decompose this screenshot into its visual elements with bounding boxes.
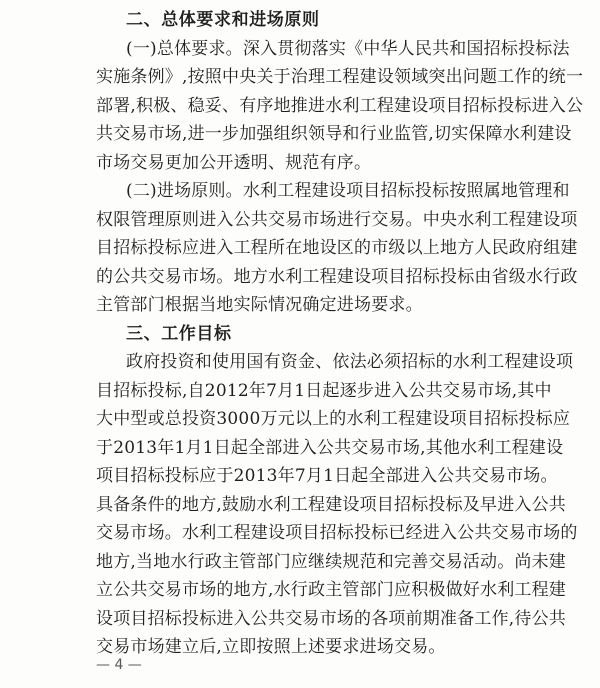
paragraph-line: 的公共交易市场。地方水利工程建设项目招标投标由省级水行政 [96,267,578,287]
paragraph-line: 共交易市场,进一步加强组织领导和行业监管,切实保障水利建设 [96,124,572,144]
paragraph-line: 项目招标投标应于2013年7月1日起全部进入公共交易市场。 [96,466,558,486]
paragraph-line: 于2013年1月1日起全部进入公共交易市场,其他水利工程建设 [96,438,564,458]
paragraph-line: 政府投资和使用国有资金、依法必须招标的水利工程建设项 [126,352,574,372]
section-heading: 三、工作目标 [126,324,232,344]
paragraph-line: 市场交易更加公开透明、规范有序。 [96,153,372,173]
paragraph-line: 地方,当地水行政主管部门应继续规范和完善交易活动。尚未建 [96,552,567,572]
paragraph-line: (一)总体要求。深入贯彻落实《中华人民共和国招标投标法 [126,39,570,59]
paragraph-line: 大中型或总投资3000万元以上的水利工程建设项目招标投标应 [96,409,571,429]
paragraph-line: (二)进场原则。水利工程建设项目招标投标按照属地管理和 [126,181,570,201]
paragraph-line: 交易市场。水利工程建设项目招标投标已经进入公共交易市场的 [96,523,578,543]
section-heading: 二、总体要求和进场原则 [126,10,320,30]
page-number: — 4 — [96,657,142,673]
paragraph-line: 交易市场建立后,立即按照上述要求进场交易。 [96,637,446,657]
paragraph-line: 设项目招标投标进入公共交易市场的各项前期准备工作,待公共 [96,609,567,629]
paragraph-line: 目招标投标,自2012年7月1日起逐步进入公共交易市场,其中 [96,381,552,401]
paragraph-line: 实施条例》,按照中央关于治理工程建设领域突出问题工作的统一 [96,67,584,87]
paragraph-line: 目招标投标应进入工程所在地设区的市级以上地方人民政府组建 [96,238,578,258]
paragraph-line: 权限管理原则进入公共交易市场进行交易。中央水利工程建设项 [96,210,578,230]
paragraph-line: 立公共交易市场的地方,水行政主管部门应积极做好水利工程建 [96,580,567,600]
paragraph-line: 部署,积极、稳妥、有序地推进水利工程建设项目招标投标进入公 [96,96,584,116]
paragraph-line: 具备条件的地方,鼓励水利工程建设项目招标投标及早进入公共 [96,495,567,515]
paragraph-line: 主管部门根据当地实际情况确定进场要求。 [96,295,423,315]
